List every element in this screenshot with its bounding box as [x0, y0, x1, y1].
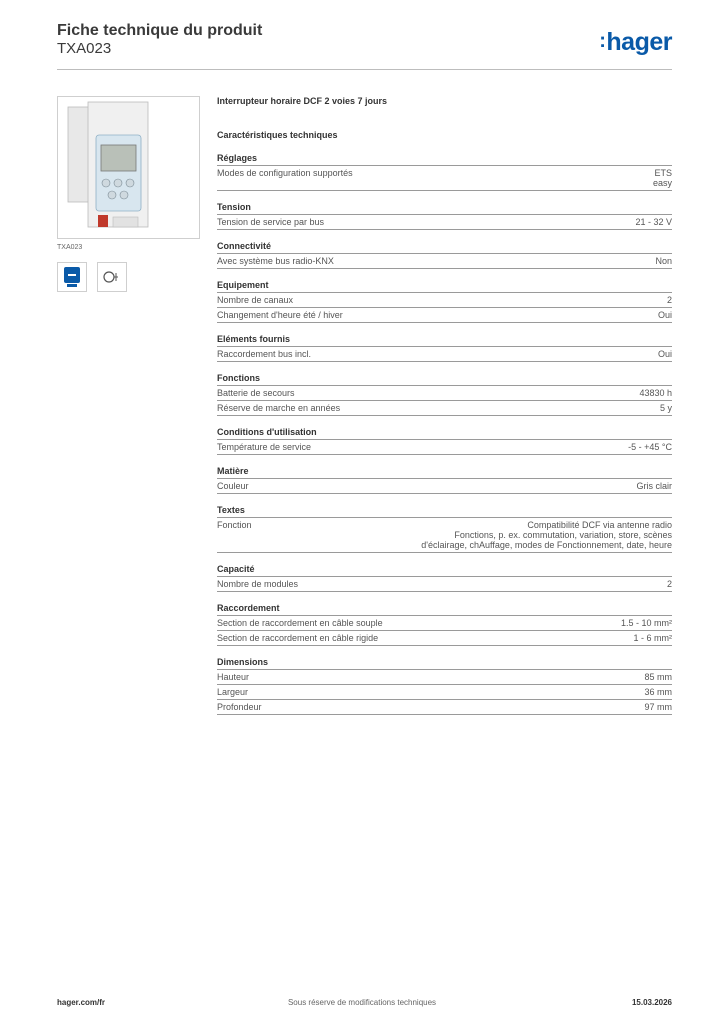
spec-group-title: Tension — [217, 202, 672, 215]
spec-row — [217, 631, 672, 646]
product-subtitle: Interrupteur horaire DCF 2 voies 7 jours — [217, 96, 388, 106]
spec-value-line: Compatibilité DCF via antenne radio — [527, 520, 672, 530]
spec-label: Température de service — [217, 442, 312, 452]
spec-group-title: Capacité — [217, 564, 672, 577]
footer-disclaimer: Sous réserve de modifications techniques — [287, 998, 437, 1007]
spec-group — [217, 373, 672, 416]
spec-row — [217, 254, 672, 269]
spec-label: Largeur — [217, 687, 249, 697]
spec-row — [217, 685, 672, 700]
spec-value-line: 97 mm — [644, 702, 672, 712]
footer-date: 15.03.2026 — [631, 998, 672, 1007]
spec-value — [667, 579, 672, 589]
product-image — [57, 96, 200, 239]
spec-group — [217, 564, 672, 592]
spec-label: Réserve de marche en années — [217, 403, 341, 413]
spec-row — [217, 616, 672, 631]
brand-logo: :hager — [599, 28, 672, 56]
spec-value-line: ETS — [654, 168, 672, 178]
spec-group-title: Matière — [217, 466, 672, 479]
spec-label: Hauteur — [217, 672, 250, 682]
spec-value — [421, 520, 672, 550]
spec-value — [637, 481, 673, 491]
header-divider — [57, 69, 672, 70]
spec-value-line: 2 — [666, 295, 672, 305]
spec-row — [217, 215, 672, 230]
spec-value-line: 36 mm — [644, 687, 672, 697]
spec-row — [217, 166, 672, 191]
spec-group — [217, 202, 672, 230]
spec-value — [653, 168, 672, 188]
spec-value — [667, 295, 672, 305]
spec-group — [217, 153, 672, 191]
spec-value-line: easy — [652, 178, 672, 188]
spec-label: Changement d'heure été / hiver — [217, 310, 343, 320]
spec-group-title: Fonctions — [217, 373, 672, 386]
spec-group-title: Eléments fournis — [217, 334, 672, 347]
spec-label: Raccordement bus incl. — [217, 349, 312, 359]
spec-label: Modes de configuration supportés — [217, 168, 353, 178]
spec-group-title: Textes — [217, 505, 672, 518]
spec-value-line: 1.5 - 10 mm² — [620, 618, 672, 628]
spec-value-line: 21 - 32 V — [635, 217, 672, 227]
spec-label: Section de raccordement en câble souple — [217, 618, 383, 628]
spec-value — [621, 618, 672, 628]
spec-value — [644, 702, 672, 712]
spec-row — [217, 401, 672, 416]
spec-group-title: Raccordement — [217, 603, 672, 616]
spec-value-line: 85 mm — [644, 672, 672, 682]
spec-group — [217, 427, 672, 455]
spec-row — [217, 670, 672, 685]
spec-label: Couleur — [217, 481, 249, 491]
spec-value-line: 2 — [666, 579, 672, 589]
spec-label: Section de raccordement en câble rigide — [217, 633, 379, 643]
section-title: Caractéristiques techniques — [217, 130, 338, 140]
bus-coupler-icon — [97, 262, 127, 292]
spec-row — [217, 440, 672, 455]
knx-easy-badge-icon — [57, 262, 87, 292]
spec-group — [217, 241, 672, 269]
spec-row — [217, 386, 672, 401]
footer-website: hager.com/fr — [57, 998, 106, 1007]
page-title: Fiche technique du produit — [57, 22, 263, 39]
spec-value — [658, 310, 672, 320]
spec-group-title: Réglages — [217, 153, 672, 166]
brand-logo-text: hager — [606, 28, 672, 56]
spec-value-line: Oui — [657, 349, 672, 359]
spec-label: Batterie de secours — [217, 388, 295, 398]
spec-row — [217, 577, 672, 592]
spec-value-line: Fonctions, p. ex. commutation, variation, store, scènes — [454, 530, 672, 540]
spec-group-title: Connectivité — [217, 241, 672, 254]
spec-value — [658, 349, 672, 359]
time-switch-illustration — [58, 97, 199, 238]
spec-value — [644, 672, 672, 682]
spec-row — [217, 347, 672, 362]
spec-label: Avec système bus radio-KNX — [217, 256, 334, 266]
spec-value — [633, 633, 672, 643]
spec-row — [217, 308, 672, 323]
spec-group-title: Conditions d'utilisation — [217, 427, 672, 440]
spec-label: Tension de service par bus — [217, 217, 325, 227]
spec-value — [635, 217, 672, 227]
spec-group — [217, 505, 672, 553]
spec-group — [217, 603, 672, 646]
spec-value — [639, 388, 672, 398]
spec-row — [217, 293, 672, 308]
spec-value-line: 5 y — [659, 403, 672, 413]
product-reference: TXA023 — [57, 40, 112, 57]
spec-value-line: 1 - 6 mm² — [633, 633, 672, 643]
spec-row — [217, 518, 672, 553]
specifications — [217, 96, 672, 715]
spec-group-title: Dimensions — [217, 657, 672, 670]
spec-value-line: Gris clair — [636, 481, 672, 491]
spec-value — [644, 687, 672, 697]
spec-value-line: 43830 h — [639, 388, 672, 398]
spec-value-line: Oui — [657, 310, 672, 320]
spec-label: Profondeur — [217, 702, 262, 712]
spec-group — [217, 280, 672, 323]
spec-group — [217, 334, 672, 362]
spec-label: Nombre de canaux — [217, 295, 294, 305]
spec-value — [660, 403, 672, 413]
spec-value-line: -5 - +45 °C — [628, 442, 672, 452]
spec-group — [217, 657, 672, 715]
spec-value — [655, 256, 672, 266]
spec-label: Nombre de modules — [217, 579, 299, 589]
spec-label: Fonction — [217, 520, 252, 530]
spec-group — [217, 466, 672, 494]
spec-value — [628, 442, 672, 452]
spec-value-line: d'éclairage, chAuffage, modes de Fonctionnement, date, heure — [421, 540, 672, 550]
spec-group-title: Equipement — [217, 280, 672, 293]
spec-row — [217, 479, 672, 494]
product-caption: TXA023 — [57, 244, 83, 251]
spec-row — [217, 700, 672, 715]
spec-value-line: Non — [655, 256, 672, 266]
